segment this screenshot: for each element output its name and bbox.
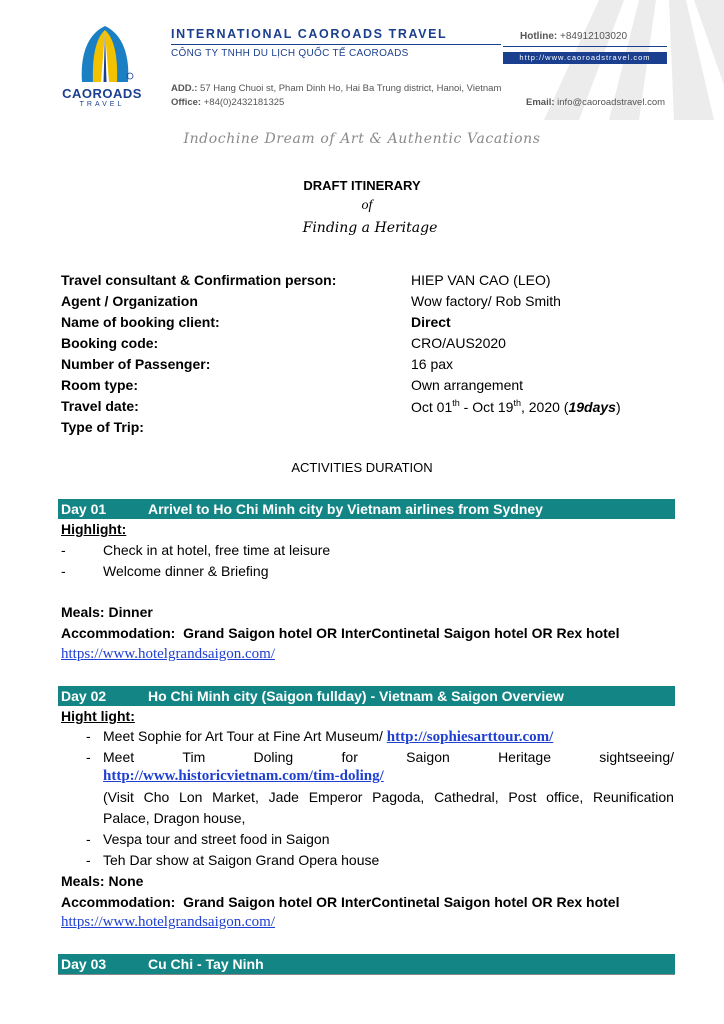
word: Emperor [308, 789, 363, 805]
tagline: Indochine Dream of Art & Authentic Vacations [183, 131, 541, 147]
info-label: Agent / Organization [61, 293, 198, 309]
info-row-room [61, 377, 681, 398]
company-name: INTERNATIONAL CAOROADS TRAVEL [171, 27, 448, 41]
travel-date-value [411, 398, 621, 415]
bullet-dash: - [86, 749, 91, 765]
word: Jade [268, 789, 299, 805]
info-row-client [61, 314, 681, 335]
word: Market, [212, 789, 259, 805]
word: sightseeing/ [599, 749, 674, 765]
word: Cho [143, 789, 170, 805]
hotel-link[interactable]: https://www.hotelgrandsaigon.com/ [61, 646, 275, 662]
word: Doling [253, 749, 294, 765]
info-row-agent [61, 293, 681, 314]
hotline-label: Hotline: [520, 31, 558, 42]
info-label: Room type: [61, 377, 138, 393]
visit-note-line2: Palace, Dragon house, [103, 810, 246, 826]
accommodation-label: Accommodation: [61, 894, 176, 910]
visit-note [103, 789, 674, 805]
trip-length: 19days [568, 399, 616, 415]
list-item: Teh Dar show at Saigon Grand Opera house [103, 852, 380, 868]
email [526, 97, 665, 108]
hotel-link[interactable]: https://www.hotelgrandsaigon.com/ [61, 914, 275, 930]
hotline [520, 31, 627, 42]
hotline-divider [503, 46, 667, 47]
info-label: Number of Passenger: [61, 356, 211, 372]
table-bottom-border [58, 974, 675, 975]
date-end: - Oct 19 [459, 399, 514, 415]
hotline-number: +84912103020 [560, 31, 628, 42]
info-value: 16 pax [411, 356, 454, 372]
info-row-travel-date [61, 398, 681, 419]
date-start-sup: th [452, 398, 460, 408]
itinerary-name: Finding a Heritage [302, 220, 438, 236]
word: Post [508, 789, 537, 805]
word: office, [546, 789, 584, 805]
info-row-consultant [61, 272, 681, 293]
day-title: Arrivel to Ho Chi Minh city by Vietnam airlines from Sydney [148, 501, 543, 517]
accommodation-label: Accommodation: [61, 625, 176, 641]
info-row-trip-type [61, 419, 681, 440]
road-perspective-logo-icon [74, 24, 136, 86]
word: Heritage [498, 749, 551, 765]
info-row-code [61, 335, 681, 356]
date-start: Oct 01 [411, 399, 453, 415]
list-item [103, 728, 553, 746]
word: Saigon [406, 749, 450, 765]
day-number: Day 01 [61, 501, 107, 517]
list-item-text: Meet Sophie for Art Tour at Fine Art Museum/ [103, 728, 387, 744]
day-title: Ho Chi Minh city (Saigon fullday) - Vietnam & Saigon Overview [148, 688, 564, 704]
word: Cathedral, [434, 789, 499, 805]
list-item: Check in at hotel, free time at leisure [103, 542, 331, 558]
bullet-dash: - [86, 728, 91, 744]
highlight-label: Hight light: [61, 708, 135, 724]
website-bar[interactable]: http://www.caoroadstravel.com [503, 52, 667, 64]
day-number: Day 03 [61, 956, 107, 972]
day-01-header [58, 499, 675, 519]
word: Tim [182, 749, 206, 765]
header-divider [171, 44, 501, 45]
info-label: Name of booking client: [61, 314, 220, 330]
info-label: Travel consultant & Confirmation person: [61, 272, 337, 288]
info-value: CRO/AUS2020 [411, 335, 506, 351]
word: Pagoda, [372, 789, 425, 805]
address-value: 57 Hang Chuoi st, Pham Dinh Ho, Hai Ba Trung district, Hanoi, Vietnam [200, 83, 502, 94]
office-phone [171, 97, 284, 108]
day-title: Cu Chi - Tay Ninh [148, 956, 264, 972]
art-tour-link[interactable]: http://sophiesarttour.com/ [386, 729, 554, 745]
office-value: +84(0)2432181325 [203, 97, 285, 108]
date-close: ) [615, 399, 621, 415]
info-row-passengers [61, 356, 681, 377]
accommodation [61, 625, 619, 641]
date-end-sup: th [513, 398, 521, 408]
highlight-label: Highlight: [61, 521, 127, 537]
date-year: , 2020 ( [520, 399, 569, 415]
info-label: Type of Trip: [61, 419, 144, 435]
word: Meet [103, 749, 135, 765]
document-title: DRAFT ITINERARY [303, 178, 421, 193]
accommodation-value: Grand Saigon hotel OR InterContinetal Saigon hotel OR Rex hotel [183, 625, 620, 641]
info-label: Travel date: [61, 398, 139, 414]
activities-heading: ACTIVITIES DURATION [291, 460, 433, 475]
info-value: Own arrangement [411, 377, 524, 393]
list-item: Welcome dinner & Briefing [103, 563, 269, 579]
day-02-header [58, 686, 675, 706]
company-name-vn: CÔNG TY TNHH DU LỊCH QUỐC TẾ CAOROADS [171, 48, 409, 59]
accommodation-value: Grand Saigon hotel OR InterContinetal Saigon hotel OR Rex hotel [183, 894, 620, 910]
logo-subtitle: TRAVEL [79, 101, 125, 108]
meals: Meals: None [61, 873, 144, 889]
bullet-dash: - [86, 831, 91, 847]
logo-wordmark: CAOROADS [62, 86, 142, 101]
info-value: Direct [411, 314, 451, 330]
historic-vietnam-link[interactable]: http://www.historicvietnam.com/tim-doling/ [103, 768, 384, 784]
document-title-of: of [361, 198, 373, 213]
word: for [341, 749, 358, 765]
word: (Visit [103, 789, 134, 805]
office-label: Office: [171, 97, 202, 108]
word: Lon [179, 789, 203, 805]
word: Reunification [593, 789, 674, 805]
email-label: Email: [526, 97, 555, 108]
info-value: HIEP VAN CAO (LEO) [411, 272, 551, 288]
list-item: Vespa tour and street food in Saigon [103, 831, 330, 847]
accommodation [61, 894, 619, 910]
bullet-dash: - [86, 852, 91, 868]
day-number: Day 02 [61, 688, 107, 704]
meals: Meals: Dinner [61, 604, 153, 620]
bullet-dash: - [61, 542, 66, 558]
info-label: Booking code: [61, 335, 159, 351]
email-value[interactable]: info@caoroadstravel.com [557, 97, 666, 108]
address [171, 83, 501, 94]
day-03-header [58, 954, 675, 974]
info-value: Wow factory/ Rob Smith [411, 293, 561, 309]
bullet-dash: - [61, 563, 66, 579]
address-label: ADD.: [171, 83, 198, 94]
list-item [103, 749, 674, 765]
